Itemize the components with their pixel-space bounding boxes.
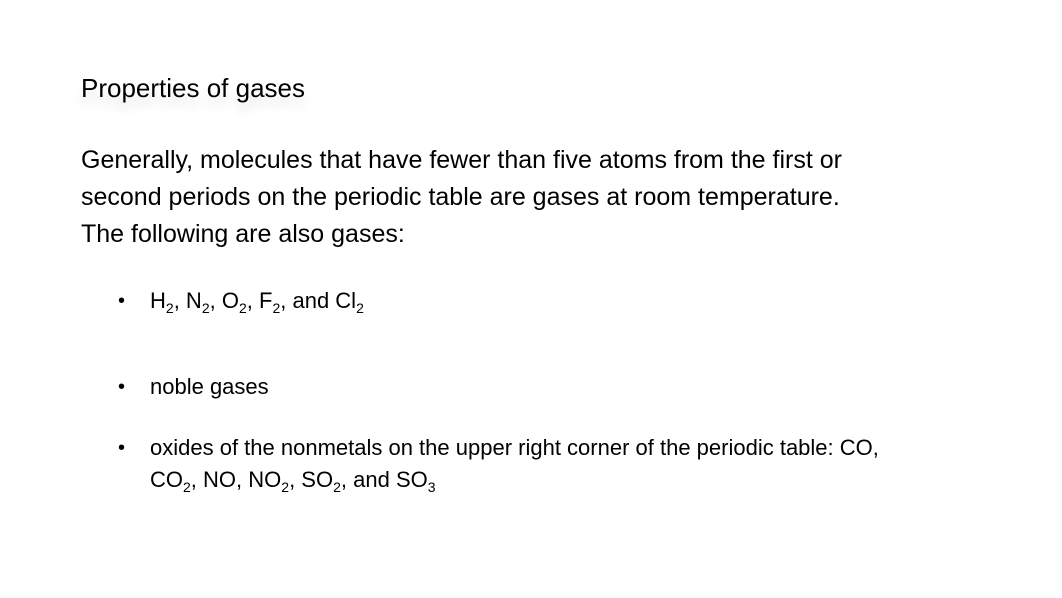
bullet-text	[150, 285, 1018, 317]
subscript: 2	[165, 300, 174, 316]
formula-so2: SO	[301, 467, 334, 492]
separator: ,	[173, 288, 186, 313]
separator: ,	[236, 467, 249, 492]
subscript: 2	[201, 300, 210, 316]
formula-so3: SO	[395, 467, 428, 492]
separator: ,	[289, 467, 302, 492]
formula-f: F	[259, 288, 273, 313]
separator: , and	[340, 467, 396, 492]
bullet-item-oxides	[118, 432, 1018, 496]
subscript: 2	[238, 300, 247, 316]
intro-paragraph	[81, 142, 1021, 253]
bullet-dot-icon: •	[118, 376, 126, 398]
formula-cl: Cl	[335, 288, 357, 313]
bullet-item-noble-gases	[118, 371, 1018, 403]
subscript: 2	[272, 300, 281, 316]
formula-co2: CO	[150, 467, 183, 492]
separator: ,	[209, 288, 222, 313]
bullet-dot-icon: •	[118, 437, 126, 459]
subscript: 2	[281, 479, 290, 495]
formula-no: NO	[203, 467, 237, 492]
formula-n: N	[185, 288, 202, 313]
slide-title: Properties of gases	[81, 73, 306, 103]
subscript: 3	[427, 479, 436, 495]
intro-line-1: Generally, molecules that have fewer than five atoms from the first or	[81, 146, 842, 174]
formula-h: H	[150, 288, 166, 313]
separator: ,	[246, 288, 259, 313]
formula-o: O	[221, 288, 239, 313]
bullet-text-line-1: oxides of the nonmetals on the upper right corner of the periodic table: CO,	[150, 435, 879, 460]
gas-bullet-list	[118, 285, 1018, 496]
bullet-text: noble gases	[150, 374, 269, 399]
intro-line-3: The following are also gases:	[81, 220, 405, 248]
formula-no2: NO	[248, 467, 282, 492]
separator: , and	[280, 288, 336, 313]
intro-line-2: second periods on the periodic table are gases at room temperature.	[81, 183, 840, 211]
separator: ,	[190, 467, 204, 492]
subscript: 2	[356, 300, 364, 316]
slide-title-container	[81, 70, 305, 106]
bullet-item-diatomic	[118, 285, 1018, 317]
bullet-text-line-2	[150, 464, 1018, 496]
subscript: 2	[183, 479, 191, 495]
bullet-dot-icon: •	[118, 290, 126, 312]
subscript: 2	[333, 479, 341, 495]
